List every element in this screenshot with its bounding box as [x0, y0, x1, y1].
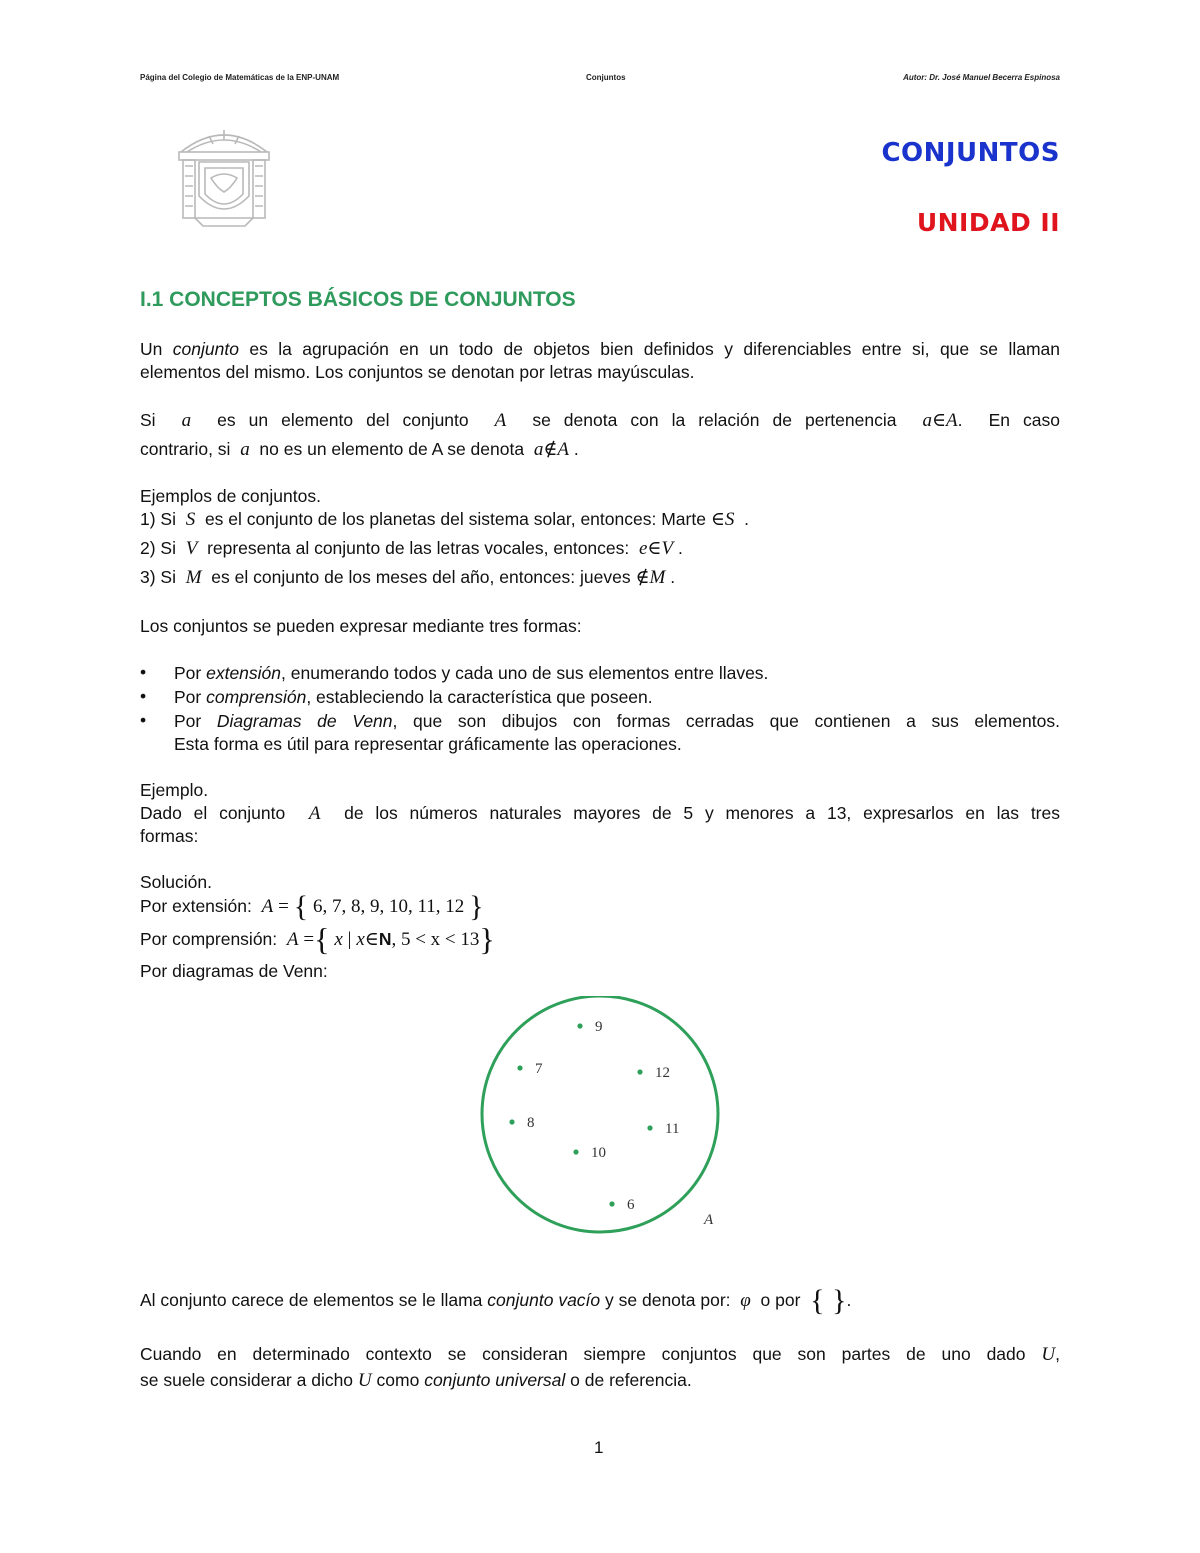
extension-values: 6, 7, 8, 9, 10, 11, 12: [312, 896, 465, 917]
venn-element-label: 7: [535, 1061, 543, 1077]
bullet-venn-line2: Esta forma es útil para representar gráficamente las operaciones.: [174, 734, 682, 754]
document-title: CONJUNTOS: [881, 138, 1060, 168]
venn-element-label: 10: [591, 1145, 606, 1161]
empty-set-paragraph: Al conjunto carece de elementos se le llama conjunto vacío y se denota por: φ o por { }.: [140, 1284, 852, 1317]
paragraph-definition-line1: Un conjunto es la agrupación en un todo de objetos bien definidos y diferenciables entre si, que se llaman: [140, 339, 1060, 359]
example2-heading: Ejemplo.: [140, 780, 209, 800]
venn-element-dot: [509, 1119, 514, 1124]
universal-set-line1: Cuando en determinado contexto se consideran siempre conjuntos que son partes de uno dado U,: [140, 1344, 1060, 1365]
solution-heading: Solución.: [140, 872, 212, 892]
unam-crest-logo: [175, 122, 273, 228]
bullet-3-marker: •: [140, 710, 147, 730]
solution-extension: Por extensión: A = { 6, 7, 8, 9, 10, 11, 12 }: [140, 890, 484, 923]
header-right: Autor: Dr. José Manuel Becerra Espinosa: [903, 73, 1060, 82]
venn-element-dot: [647, 1125, 652, 1130]
venn-set-label: A: [704, 1212, 714, 1228]
venn-element-label: 12: [655, 1065, 670, 1081]
membership-relation: a∈A: [922, 410, 958, 431]
venn-element-dot: [517, 1065, 522, 1070]
venn-element-dot: [609, 1201, 614, 1206]
paragraph-definition-line2: elementos del mismo. Los conjuntos se denotan por letras mayúsculas.: [140, 362, 695, 382]
bullet-1-marker: •: [140, 662, 147, 682]
bullet-venn-line1: Por Diagramas de Venn, que son dibujos con formas cerradas que contienen a sus elementos.: [174, 711, 1060, 731]
venn-element-dot: [637, 1069, 642, 1074]
venn-element-dot: [573, 1149, 578, 1154]
solution-venn-label: Por diagramas de Venn:: [140, 961, 328, 981]
example-2: 2) Si V representa al conjunto de las letras vocales, entonces: e∈V .: [140, 538, 683, 559]
bullet-comprehension: Por comprensión, estableciendo la característica que poseen.: [174, 687, 653, 707]
unit-title: UNIDAD II: [916, 208, 1060, 237]
venn-element-label: 8: [527, 1115, 535, 1131]
example2-line1: Dado el conjunto A de los números naturales mayores de 5 y menores a 13, expresarlos en las tres: [140, 803, 1060, 824]
page-number: 1: [594, 1438, 604, 1457]
venn-element-label: 11: [665, 1121, 680, 1137]
venn-element-label: 9: [595, 1019, 603, 1035]
solution-comprehension: Por comprensión: A ={ x | x∈N, 5 < x < 13}: [140, 921, 495, 957]
paragraph-membership-line1: Si a es un elemento del conjunto A se denota con la relación de pertenencia a∈A. En caso: [140, 410, 1060, 431]
header-left: Página del Colegio de Matemáticas de la ENP-UNAM: [140, 73, 340, 82]
universal-set-line2: se suele considerar a dicho U como conjunto universal o de referencia.: [140, 1370, 692, 1391]
paragraph-membership-line2: contrario, si a no es un elemento de A se denota a∉A .: [140, 439, 579, 460]
header-center: Conjuntos: [586, 73, 626, 82]
term-conjunto: conjunto: [172, 339, 239, 359]
examples-heading: Ejemplos de conjuntos.: [140, 486, 321, 506]
bullet-2-marker: •: [140, 686, 147, 706]
example-3: 3) Si M es el conjunto de los meses del año, entonces: jueves ∉M .: [140, 567, 676, 588]
venn-diagram: [470, 996, 740, 1236]
forms-intro: Los conjuntos se pueden expresar mediante tres formas:: [140, 616, 582, 636]
example2-line2: formas:: [140, 826, 199, 846]
venn-element-label: 6: [627, 1197, 635, 1213]
venn-element-dot: [577, 1023, 582, 1028]
bullet-extension: Por extensión, enumerando todos y cada uno de sus elementos entre llaves.: [174, 663, 769, 683]
section-heading: I.1 CONCEPTOS BÁSICOS DE CONJUNTOS: [140, 288, 576, 311]
non-membership-relation: a∉A: [533, 439, 569, 460]
example-1: 1) Si S es el conjunto de los planetas del sistema solar, entonces: Marte ∈S .: [140, 509, 749, 530]
